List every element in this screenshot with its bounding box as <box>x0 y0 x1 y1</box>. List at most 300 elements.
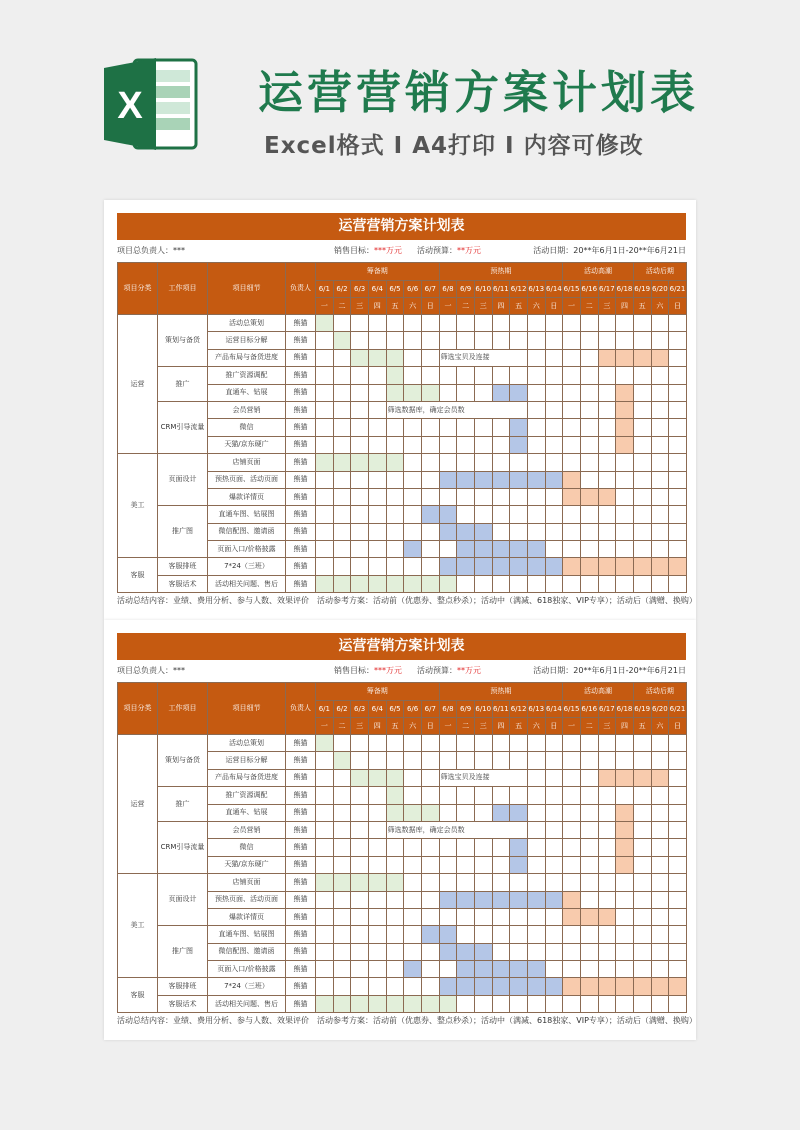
gantt-cell <box>580 506 598 523</box>
date-header: 6/20 <box>651 701 669 718</box>
gantt-cell <box>527 454 545 471</box>
gantt-cell <box>333 488 351 505</box>
gantt-cell <box>386 558 404 575</box>
gantt-cell <box>563 961 581 978</box>
gantt-cell <box>616 874 634 891</box>
gantt-cell <box>404 454 422 471</box>
sheet-preview-2 <box>104 620 696 1040</box>
gantt-cell <box>580 804 598 821</box>
gantt-cell <box>510 471 528 488</box>
detail-cell: 微信 <box>208 839 286 856</box>
gantt-cell <box>351 943 369 960</box>
gantt-cell <box>563 419 581 436</box>
gantt-cell <box>616 558 634 575</box>
gantt-cell <box>651 541 669 558</box>
gantt-cell <box>598 769 616 786</box>
gantt-cell <box>510 908 528 925</box>
weekday-header: 六 <box>527 298 545 315</box>
gantt-cell <box>404 769 422 786</box>
gantt-cell <box>527 349 545 366</box>
gantt-cell <box>333 436 351 453</box>
date-header: 6/1 <box>316 281 334 298</box>
gantt-cell <box>404 926 422 943</box>
gantt-cell <box>474 454 492 471</box>
person-cell: 熊猫 <box>286 978 316 995</box>
weekday-header: 五 <box>510 298 528 315</box>
gantt-cell <box>368 401 386 418</box>
date-header: 6/4 <box>368 701 386 718</box>
gantt-cell <box>386 908 404 925</box>
gantt-cell <box>386 874 404 891</box>
gantt-cell <box>492 943 510 960</box>
gantt-cell <box>580 891 598 908</box>
gantt-cell <box>474 961 492 978</box>
gantt-cell <box>404 471 422 488</box>
gantt-cell <box>580 315 598 332</box>
gantt-cell <box>492 995 510 1012</box>
gantt-cell <box>669 908 687 925</box>
gantt-cell <box>316 349 334 366</box>
gantt-cell <box>527 839 545 856</box>
gantt-cell <box>669 367 687 384</box>
gantt-cell <box>527 332 545 349</box>
gantt-cell <box>510 315 528 332</box>
person-cell: 熊猫 <box>286 384 316 401</box>
gantt-cell <box>457 471 475 488</box>
gantt-cell <box>316 523 334 540</box>
gantt-cell <box>351 349 369 366</box>
gantt-cell <box>421 488 439 505</box>
date-header: 6/11 <box>492 281 510 298</box>
weekday-header: 日 <box>669 298 687 315</box>
gantt-cell <box>492 558 510 575</box>
work-item-cell: 页面设计 <box>158 874 208 926</box>
gantt-cell <box>492 523 510 540</box>
date-header: 6/11 <box>492 701 510 718</box>
weekday-header: 一 <box>316 718 334 735</box>
gantt-cell <box>351 752 369 769</box>
gantt-cell <box>316 821 334 838</box>
gantt-cell <box>474 471 492 488</box>
person-cell: 熊猫 <box>286 454 316 471</box>
gantt-cell <box>404 367 422 384</box>
gantt-cell <box>457 541 475 558</box>
person-cell: 熊猫 <box>286 839 316 856</box>
gantt-cell <box>651 926 669 943</box>
gantt-cell <box>545 961 563 978</box>
gantt-cell <box>351 856 369 873</box>
gantt-cell <box>598 839 616 856</box>
date-header: 6/21 <box>669 701 687 718</box>
gantt-cell <box>439 735 457 752</box>
gantt-cell <box>421 471 439 488</box>
work-item-cell: CRM引导流量 <box>158 401 208 453</box>
gantt-cell <box>457 804 475 821</box>
gantt-cell <box>510 384 528 401</box>
gantt-cell <box>368 384 386 401</box>
date-header: 6/7 <box>421 281 439 298</box>
gantt-cell <box>563 908 581 925</box>
gantt-cell <box>598 471 616 488</box>
gantt-cell <box>510 575 528 592</box>
gantt-cell <box>368 804 386 821</box>
weekday-header: 一 <box>439 298 457 315</box>
col-header-person: 负责人 <box>286 683 316 735</box>
gantt-cell <box>404 541 422 558</box>
gantt-cell <box>545 384 563 401</box>
gantt-note: 筛选宝贝及连接 <box>439 769 527 786</box>
weekday-header: 六 <box>651 718 669 735</box>
gantt-cell <box>527 506 545 523</box>
date-header: 6/17 <box>598 701 616 718</box>
budget-label: 活动预算： <box>417 666 457 675</box>
weekday-header: 三 <box>474 718 492 735</box>
gantt-cell <box>492 471 510 488</box>
gantt-cell <box>492 332 510 349</box>
gantt-cell <box>351 315 369 332</box>
sheet-title: 运营营销方案计划表 <box>117 633 686 660</box>
gantt-cell <box>333 943 351 960</box>
gantt-cell <box>368 787 386 804</box>
gantt-cell <box>580 454 598 471</box>
gantt-cell <box>474 488 492 505</box>
gantt-cell <box>368 454 386 471</box>
detail-cell: 产品布局与备货进度 <box>208 349 286 366</box>
gantt-cell <box>651 978 669 995</box>
gantt-cell <box>333 769 351 786</box>
gantt-cell <box>404 349 422 366</box>
person-cell: 熊猫 <box>286 401 316 418</box>
gantt-cell <box>633 821 651 838</box>
gantt-cell <box>333 856 351 873</box>
gantt-cell <box>474 735 492 752</box>
gantt-cell <box>439 454 457 471</box>
gantt-cell <box>669 735 687 752</box>
date-header: 6/13 <box>527 281 545 298</box>
gantt-cell <box>616 943 634 960</box>
gantt-cell <box>368 856 386 873</box>
gantt-cell <box>316 436 334 453</box>
weekday-header: 日 <box>545 298 563 315</box>
gantt-cell <box>368 769 386 786</box>
detail-cell: 微信 <box>208 419 286 436</box>
gantt-cell <box>351 821 369 838</box>
table-row <box>118 401 687 418</box>
gantt-cell <box>616 488 634 505</box>
gantt-cell <box>316 315 334 332</box>
gantt-cell <box>616 735 634 752</box>
work-item-cell: 页面设计 <box>158 454 208 506</box>
gantt-cell <box>404 315 422 332</box>
gantt-cell <box>580 874 598 891</box>
gantt-cell <box>368 978 386 995</box>
gantt-cell <box>404 419 422 436</box>
table-row <box>118 978 687 995</box>
gantt-cell <box>368 315 386 332</box>
gantt-cell <box>616 804 634 821</box>
gantt-cell <box>527 787 545 804</box>
budget-label: 活动预算： <box>417 246 457 255</box>
gantt-cell <box>457 978 475 995</box>
gantt-cell <box>545 856 563 873</box>
gantt-cell <box>563 367 581 384</box>
gantt-cell <box>510 436 528 453</box>
gantt-cell <box>563 454 581 471</box>
gantt-cell <box>616 471 634 488</box>
gantt-cell <box>351 908 369 925</box>
gantt-cell <box>527 752 545 769</box>
col-header-detail: 项目细节 <box>208 683 286 735</box>
gantt-cell <box>316 839 334 856</box>
detail-cell: 7*24（三班） <box>208 978 286 995</box>
gantt-cell <box>545 488 563 505</box>
weekday-header: 二 <box>580 298 598 315</box>
gantt-cell <box>598 821 616 838</box>
gantt-cell <box>580 978 598 995</box>
gantt-cell <box>368 332 386 349</box>
gantt-cell <box>439 575 457 592</box>
gantt-cell <box>563 541 581 558</box>
detail-cell: 微信配图、邀请函 <box>208 523 286 540</box>
gantt-cell <box>669 488 687 505</box>
gantt-cell <box>351 488 369 505</box>
gantt-cell <box>474 926 492 943</box>
gantt-cell <box>457 891 475 908</box>
gantt-cell <box>421 349 439 366</box>
date-header: 6/21 <box>669 281 687 298</box>
person-cell: 熊猫 <box>286 752 316 769</box>
gantt-cell <box>545 436 563 453</box>
gantt-cell <box>633 506 651 523</box>
date-header: 6/1 <box>316 701 334 718</box>
gantt-cell <box>474 558 492 575</box>
gantt-cell <box>474 804 492 821</box>
gantt-cell <box>351 558 369 575</box>
gantt-cell <box>474 523 492 540</box>
detail-cell: 预热页面、活动页面 <box>208 891 286 908</box>
gantt-cell <box>669 523 687 540</box>
gantt-cell <box>333 454 351 471</box>
person-cell: 熊猫 <box>286 367 316 384</box>
gantt-cell <box>404 908 422 925</box>
gantt-cell <box>457 454 475 471</box>
gantt-cell <box>616 401 634 418</box>
date-header: 6/14 <box>545 281 563 298</box>
gantt-cell <box>669 978 687 995</box>
gantt-cell <box>545 978 563 995</box>
gantt-cell <box>474 315 492 332</box>
work-item-cell: CRM引导流量 <box>158 821 208 873</box>
weekday-header: 五 <box>633 718 651 735</box>
col-header-work: 工作项目 <box>158 263 208 315</box>
gantt-cell <box>351 735 369 752</box>
col-header-category: 项目分类 <box>118 263 158 315</box>
gantt-cell <box>439 471 457 488</box>
gantt-cell <box>492 804 510 821</box>
gantt-cell <box>580 575 598 592</box>
gantt-cell <box>333 787 351 804</box>
gantt-cell <box>563 995 581 1012</box>
gantt-cell <box>421 315 439 332</box>
gantt-cell <box>333 978 351 995</box>
gantt-cell <box>580 367 598 384</box>
gantt-cell <box>421 454 439 471</box>
gantt-cell <box>598 575 616 592</box>
header-row-phases <box>118 263 687 281</box>
gantt-cell <box>421 752 439 769</box>
gantt-cell <box>527 471 545 488</box>
gantt-cell <box>651 401 669 418</box>
gantt-cell <box>510 943 528 960</box>
gantt-cell <box>510 523 528 540</box>
budget <box>417 661 481 681</box>
detail-cell: 运营目标分解 <box>208 332 286 349</box>
category-cell: 运营 <box>118 735 158 874</box>
gantt-cell <box>333 891 351 908</box>
gantt-cell <box>333 315 351 332</box>
gantt-cell <box>563 558 581 575</box>
gantt-cell <box>510 926 528 943</box>
gantt-cell <box>545 506 563 523</box>
gantt-cell <box>580 769 598 786</box>
gantt-cell <box>492 735 510 752</box>
gantt-cell <box>616 908 634 925</box>
gantt-cell <box>474 367 492 384</box>
date-header: 6/15 <box>563 281 581 298</box>
gantt-cell <box>651 575 669 592</box>
gantt-cell <box>333 752 351 769</box>
gantt-cell <box>651 332 669 349</box>
gantt-cell <box>563 575 581 592</box>
gantt-cell <box>316 926 334 943</box>
gantt-cell <box>669 454 687 471</box>
gantt-cell <box>386 943 404 960</box>
gantt-cell <box>563 506 581 523</box>
gantt-cell <box>633 891 651 908</box>
gantt-cell <box>439 978 457 995</box>
gantt-cell <box>439 961 457 978</box>
gantt-cell <box>598 908 616 925</box>
gantt-cell <box>457 419 475 436</box>
gantt-cell <box>669 821 687 838</box>
gantt-cell <box>616 436 634 453</box>
gantt-cell <box>474 995 492 1012</box>
gantt-cell <box>527 735 545 752</box>
date-header: 6/17 <box>598 281 616 298</box>
person-cell: 熊猫 <box>286 926 316 943</box>
gantt-cell <box>474 575 492 592</box>
date-header: 6/7 <box>421 701 439 718</box>
gantt-cell <box>386 787 404 804</box>
gantt-cell <box>580 839 598 856</box>
gantt-cell <box>616 332 634 349</box>
gantt-cell <box>545 839 563 856</box>
gantt-cell <box>545 558 563 575</box>
gantt-cell <box>510 787 528 804</box>
gantt-cell <box>669 961 687 978</box>
gantt-cell <box>527 804 545 821</box>
gantt-cell <box>492 506 510 523</box>
gantt-cell <box>457 943 475 960</box>
gantt-cell <box>386 436 404 453</box>
gantt-cell <box>633 436 651 453</box>
person-cell: 熊猫 <box>286 995 316 1012</box>
person-cell: 熊猫 <box>286 943 316 960</box>
gantt-cell <box>669 315 687 332</box>
gantt-cell <box>580 943 598 960</box>
gantt-cell <box>598 874 616 891</box>
gantt-cell <box>457 506 475 523</box>
gantt-cell <box>510 874 528 891</box>
gantt-cell <box>580 488 598 505</box>
gantt-cell <box>598 541 616 558</box>
sales-target <box>334 241 402 261</box>
gantt-cell <box>368 436 386 453</box>
svg-text:X: X <box>117 85 143 127</box>
gantt-cell <box>368 558 386 575</box>
gantt-cell <box>545 995 563 1012</box>
weekday-header: 三 <box>351 298 369 315</box>
gantt-cell <box>492 541 510 558</box>
date-header: 6/5 <box>386 701 404 718</box>
gantt-cell <box>368 961 386 978</box>
gantt-cell <box>457 752 475 769</box>
gantt-cell <box>404 995 422 1012</box>
gantt-cell <box>633 401 651 418</box>
gantt-cell <box>527 488 545 505</box>
gantt-cell <box>669 787 687 804</box>
gantt-cell <box>651 367 669 384</box>
gantt-cell <box>421 523 439 540</box>
gantt-cell <box>386 769 404 786</box>
gantt-cell <box>421 926 439 943</box>
gantt-cell <box>616 856 634 873</box>
gantt-cell <box>669 471 687 488</box>
gantt-cell <box>669 769 687 786</box>
gantt-cell <box>598 558 616 575</box>
gantt-cell <box>633 995 651 1012</box>
gantt-cell <box>598 506 616 523</box>
gantt-cell <box>651 384 669 401</box>
gantt-cell <box>563 349 581 366</box>
gantt-cell <box>616 961 634 978</box>
gantt-cell <box>545 926 563 943</box>
gantt-cell <box>439 506 457 523</box>
gantt-cell <box>351 332 369 349</box>
table-row <box>118 787 687 804</box>
sales-target-value: ***万元 <box>374 666 402 675</box>
gantt-cell <box>457 575 475 592</box>
weekday-header: 一 <box>563 298 581 315</box>
gantt-cell <box>492 419 510 436</box>
gantt-cell <box>474 943 492 960</box>
weekday-header: 二 <box>457 718 475 735</box>
gantt-cell <box>563 436 581 453</box>
gantt-cell <box>386 419 404 436</box>
gantt-cell <box>386 804 404 821</box>
gantt-cell <box>616 541 634 558</box>
gantt-cell <box>651 769 669 786</box>
gantt-cell <box>598 752 616 769</box>
gantt-cell <box>333 961 351 978</box>
gantt-cell <box>421 384 439 401</box>
gantt-cell <box>316 488 334 505</box>
date-header: 6/19 <box>633 281 651 298</box>
gantt-cell <box>386 891 404 908</box>
detail-cell: 爆款详情页 <box>208 908 286 925</box>
gantt-cell <box>598 523 616 540</box>
gantt-cell <box>386 488 404 505</box>
